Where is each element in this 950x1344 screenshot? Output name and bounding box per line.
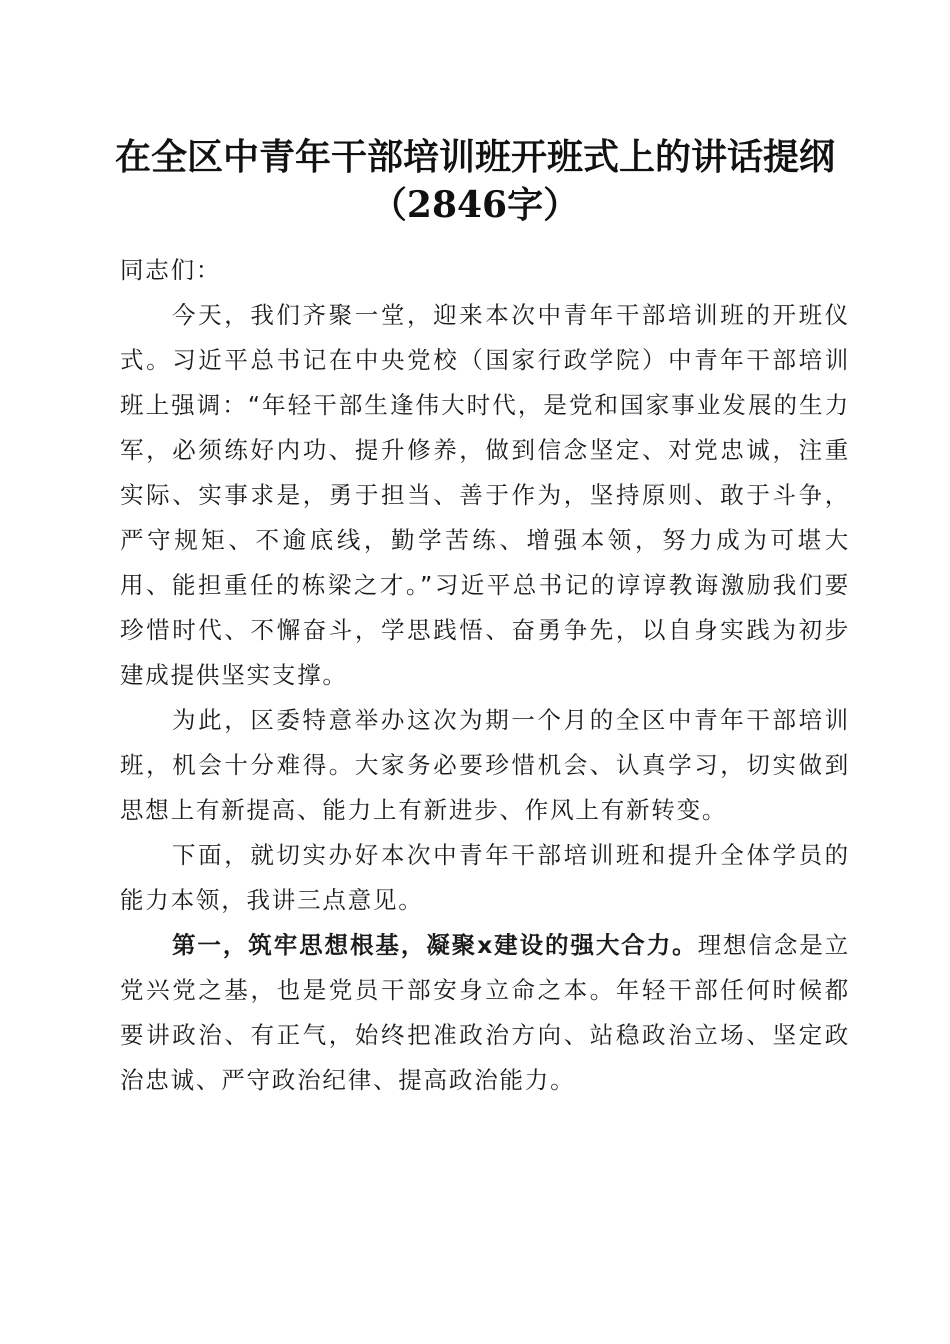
greeting: 同志们：: [120, 256, 222, 284]
paragraph-point-one: [120, 923, 850, 1103]
document-body: [120, 248, 850, 1103]
document-title: 在全区中青年干部培训班开班式上的讲话提纲: [114, 136, 835, 178]
paragraph-opening: 今天，我们齐聚一堂，迎来本次中青年干部培训班的开班仪式。习近平总书记在中央党校（国家行政学院）中青年干部培训班上强调：“年轻干部生逢伟大时代，是党和国家事业发展的生力军，必须练好内功、提升修养，做到信念坚定、对党忠诚，注重实际、实事求是，勇于担当、善于作为，坚持原则、敢于斗争，严守规矩、不逾底线，勤学苦练、增强本领，努力成为可堪大用、能担重任的栋梁之才。”习近平总书记的谆谆教诲激励我们要珍惜时代、不懈奋斗，学思践悟、奋勇争先，以自身实践为初步建成提供坚实支撑。: [120, 301, 850, 689]
paragraph-purpose: 为此，区委特意举办这次为期一个月的全区中青年干部培训班，机会十分难得。大家务必要珍惜机会、认真学习，切实做到思想上有新提高、能力上有新进步、作风上有新转变。: [120, 706, 850, 824]
point-one-heading: 第一，筑牢思想根基，凝聚x建设的强大合力。: [172, 931, 698, 959]
paragraph-outline: 下面，就切实办好本次中青年干部培训班和提升全体学员的能力本领，我讲三点意见。: [120, 841, 850, 914]
point-one-text: 理想信念是立党兴党之基，也是党员干部安身立命之本。年轻干部任何时候都要讲政治、有正气，始终把准政治方向、站稳政治立场、坚定政治忠诚、严守政治纪律、提高政治能力。: [120, 931, 850, 1094]
document-subtitle-word-count: （2846字）: [370, 184, 580, 226]
